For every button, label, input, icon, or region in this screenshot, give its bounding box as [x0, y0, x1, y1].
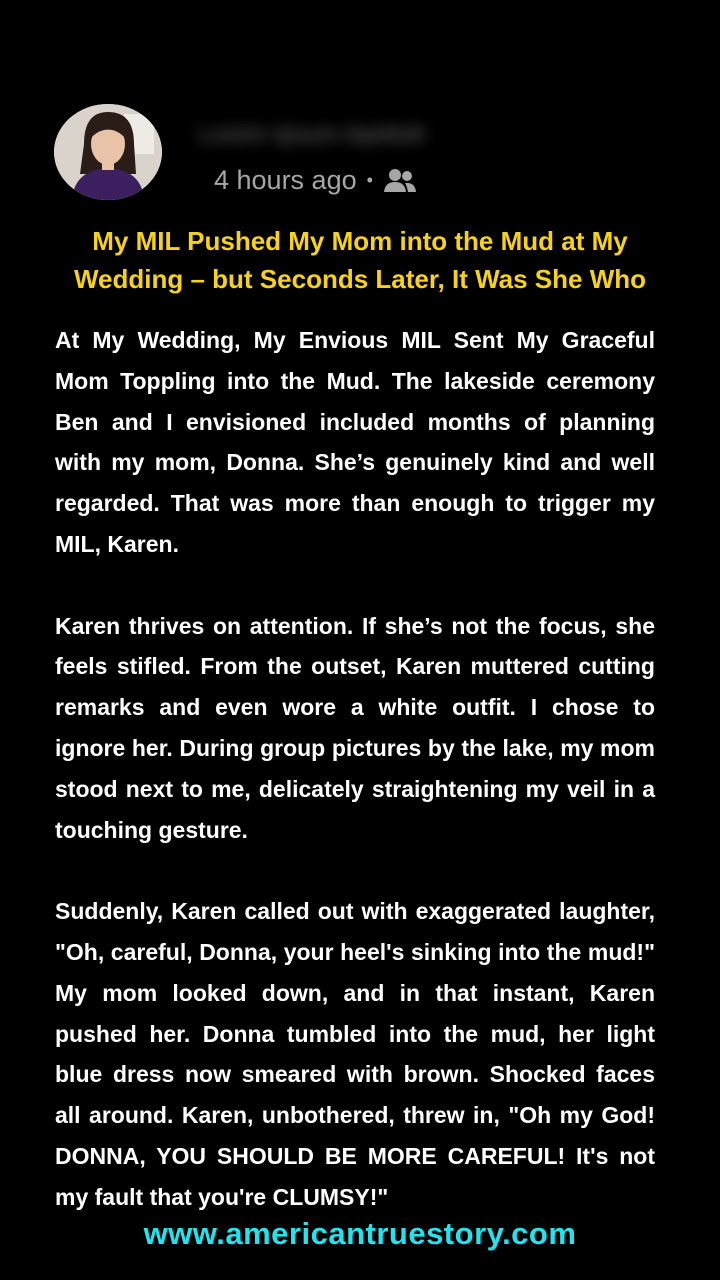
story-paragraph-3: Suddenly, Karen called out with exaggerated laughter, "Oh, careful, Donna, your heel's sinking into the mud!" My mom looked down, and in that instant, Karen pushed her. Donna tumbled into the mud, her light blue dress now smeared with brown. Shocked faces all around. Karen, unbothered, threw in, "Oh my God! DONNA, YOU SHOULD BE MORE CAREFUL! It's not my fault that you're CLUMSY!" [55, 898, 655, 1210]
story-paragraph-2: Karen thrives on attention. If she’s not the focus, she feels stifled. From the outset, Karen muttered cutting remarks and even wore a white outfit. I chose to ignore her. During group pictures by the lake, my mom stood next to me, delicately straightening my veil in a touching gesture. [55, 612, 655, 843]
story-paragraph-1: At My Wedding, My Envious MIL Sent My Graceful Mom Toppling into the Mud. The lakeside ceremony Ben and I envisioned included months of planning with my mom, Donna. She’s genuinely kind and well regarded. That was more than enough to trigger my MIL, Karen. [55, 327, 655, 557]
author-name-blurred[interactable]: Lorem Ipsum Apeltolt [199, 121, 425, 148]
avatar[interactable] [54, 104, 162, 200]
avatar-image [54, 104, 162, 200]
timestamp[interactable]: 4 hours ago [214, 164, 357, 195]
story-body [55, 320, 655, 1218]
story-headline: My MIL Pushed My Mom into the Mud at My Wedding – but Seconds Later, It Was She Who [73, 226, 647, 294]
website-link[interactable]: www.americantruestory.com [143, 1216, 577, 1251]
post-header [54, 104, 674, 204]
friends-icon [383, 167, 417, 193]
meta-separator: • [366, 169, 373, 190]
post-meta [214, 160, 417, 200]
